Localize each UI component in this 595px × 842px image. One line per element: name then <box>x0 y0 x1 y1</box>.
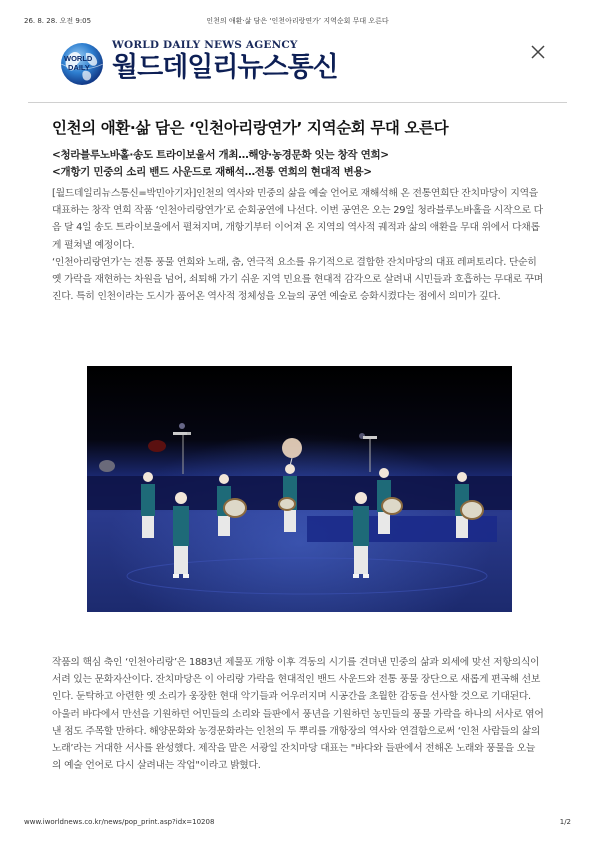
article-subhead-1: <청라블루노바홀·송도 트라이보울서 개최…해양·농경문화 잇는 창작 연희> <box>52 149 389 161</box>
article-paragraph: 작품의 핵심 축인 ‘인천아리랑’은 1883년 제물포 개항 이후 격동의 시기를 견뎌낸 민중의 삶과 외세에 맞선 저항의식이 서려 있는 문화자산이다. 잔치마당은 이 아리랑 가락을 현대적인 밴드 사운드와 전통 풍물 장단으로 새롭게 편곡해 선보인다. 둔탁하고 아련한 옛 소리가 웅장한 현대 악기들과 어우러지며 시공간을 초월한 감동을 선사할 것으로 기대된다. <box>52 657 541 703</box>
performance-photo <box>87 366 512 612</box>
globe-logo-text-daily: DAILY <box>68 63 90 72</box>
header-divider <box>28 102 567 103</box>
article-subhead-2: <개항기 민중의 소리 밴드 사운드로 재해석…전통 연희의 현대적 변용> <box>52 166 372 178</box>
globe-logo-icon <box>57 41 107 87</box>
logo-korean-name: 월드데일리뉴스통신 <box>112 52 338 83</box>
article-paragraph: ‘인천아리랑연가’는 전통 풍물 연희와 노래, 춤, 연극적 요소를 유기적으로 결합한 잔치마당의 대표 레퍼토리다. 단순히 옛 가락을 재현하는 차원을 넘어, 쇠퇴해 가기 쉬운 지역 민요를 현대적 감각으로 살려내 시민들과 호흡하는 무대로 꾸며진다. 특히 인천이라는 도시가 품어온 역사적 정체성을 오늘의 공연 예술로 승화시켰다는 점에서 의미가 깊다. <box>52 256 543 303</box>
print-url: www.iworldnews.co.kr/news/pop_print.asp?idx=10208 <box>24 818 215 826</box>
close-icon[interactable] <box>528 42 548 62</box>
article-body-top <box>52 185 544 305</box>
article-paragraph: [월드데일리뉴스통신=박민아기자]인천의 역사와 민중의 삶을 예술 언어로 재해석해 온 전통연희단 잔치마당이 지역을 대표하는 창작 연희 작품 ‘인천아리랑연가’로 순회공연에 나선다. 이번 공연은 오는 29일 청라블루노바홀을 시작으로 다음 달 4일 송도 트라이보울에서 펼쳐지며, 개항기부터 이어져 온 지역의 역사적 궤적과 삶의 애환을 무대 위에서 다채롭게 펼쳐낼 예정이다. <box>52 188 543 251</box>
logo-english-name: WORLD DAILY NEWS AGENCY <box>112 39 298 51</box>
article-paragraph: 아울러 바다에서 만선을 기원하던 어민들의 소리와 들판에서 풍년을 기원하던 농민들의 풍물 가락을 하나의 서사로 엮어낸 점도 주목할 만하다. 해양문화와 농경문화라는 인천의 두 뿌리를 개항장의 역사와 연결함으로써 ‘인천 사람들의 삶의 노래’라는 거대한 서사를 완성했다. 제작을 맡은 서광일 잔치마당 대표는 "바다와 들판에서 전해온 노래와 풍물을 오늘의 예술 언어로 다시 살려내는 작업"이라고 밝혔다. <box>52 708 544 772</box>
article-body-bottom <box>52 654 544 774</box>
print-page-number: 1/2 <box>559 818 571 826</box>
print-page-title: 인천의 애환·삶 담은 ‘인천아리랑연가’ 지역순회 무대 오른다 <box>206 17 389 25</box>
globe-logo-text-world: WORLD <box>64 54 93 63</box>
print-datetime: 26. 8. 28. 오전 9:05 <box>24 17 92 25</box>
print-header <box>24 16 571 28</box>
article-headline: 인천의 애환·삶 담은 ‘인천아리랑연가’ 지역순회 무대 오른다 <box>52 119 449 137</box>
